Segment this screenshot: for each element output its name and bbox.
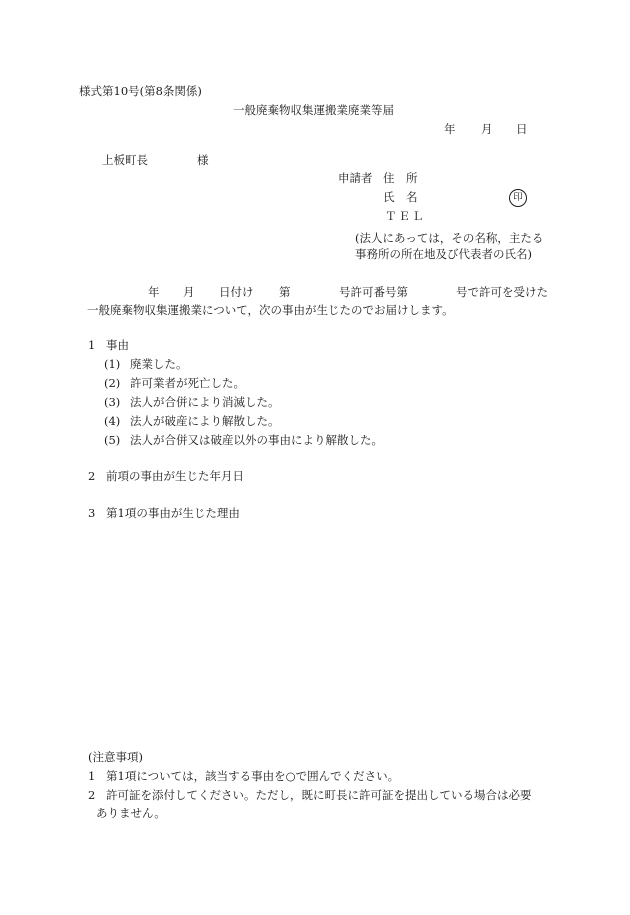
note1-text: 第1項については，該当する事由を○で囲んでください。	[106, 769, 400, 783]
body-permit-number: 号許可番号第	[339, 285, 408, 299]
reason-number: (2)	[104, 376, 121, 390]
section3-number: 3	[88, 506, 96, 520]
seal-mark: 印	[509, 189, 527, 207]
date-month: 月	[481, 122, 493, 136]
tel-label: ＴＥＬ	[385, 209, 426, 223]
body-dai: 第	[279, 285, 291, 299]
date-day: 日	[516, 122, 528, 136]
reason-number: (5)	[104, 433, 121, 447]
reason-text: 廃業した。	[130, 357, 188, 371]
body-received: 号で許可を受けた	[456, 285, 548, 299]
note2-text: 許可証を添付してください。ただし，既に町長に許可証を提出している場合は必要	[106, 788, 532, 802]
body-month: 月	[183, 285, 195, 299]
applicant-note-line1: (法人にあっては，その名称，主たる	[355, 231, 544, 245]
section2-number: 2	[88, 469, 96, 483]
note2-continuation: ありません。	[96, 806, 166, 820]
date-year: 年	[444, 122, 456, 136]
addressee-name: 上板町長	[102, 153, 148, 167]
document-title: 一般廃棄物収集運搬業廃業等届	[233, 103, 394, 117]
applicant-note-line2: 事務所の所在地及び代表者の氏名)	[355, 247, 532, 261]
reason-text: 法人が合併又は破産以外の事由により解散した。	[130, 433, 383, 447]
form-number: 様式第10号(第8条関係)	[79, 84, 202, 98]
note1-number: 1	[88, 769, 96, 783]
section3-title: 第1項の事由が生じた理由	[106, 506, 240, 520]
section1-title: 事由	[106, 338, 129, 352]
reason-text: 法人が合併により消滅した。	[130, 395, 280, 409]
reason-text: 許可業者が死亡した。	[130, 376, 245, 390]
reason-number: (1)	[104, 357, 121, 371]
body-line2: 一般廃棄物収集運搬業について，次の事由が生じたのでお届けします。	[87, 303, 454, 317]
addressee-honorific: 様	[197, 153, 209, 167]
applicant-label: 申請者	[338, 171, 373, 185]
note2-number: 2	[88, 788, 96, 802]
reason-text: 法人が破産により解散した。	[130, 414, 280, 428]
reason-number: (4)	[104, 414, 121, 428]
body-dated: 日付け	[219, 285, 254, 299]
name-label: 氏 名	[383, 190, 418, 204]
section2-title: 前項の事由が生じた年月日	[106, 469, 244, 483]
reason-number: (3)	[104, 395, 121, 409]
notes-heading: (注意事項)	[88, 750, 143, 764]
address-label: 住 所	[383, 171, 418, 185]
body-year: 年	[148, 285, 160, 299]
section1-number: 1	[88, 338, 96, 352]
